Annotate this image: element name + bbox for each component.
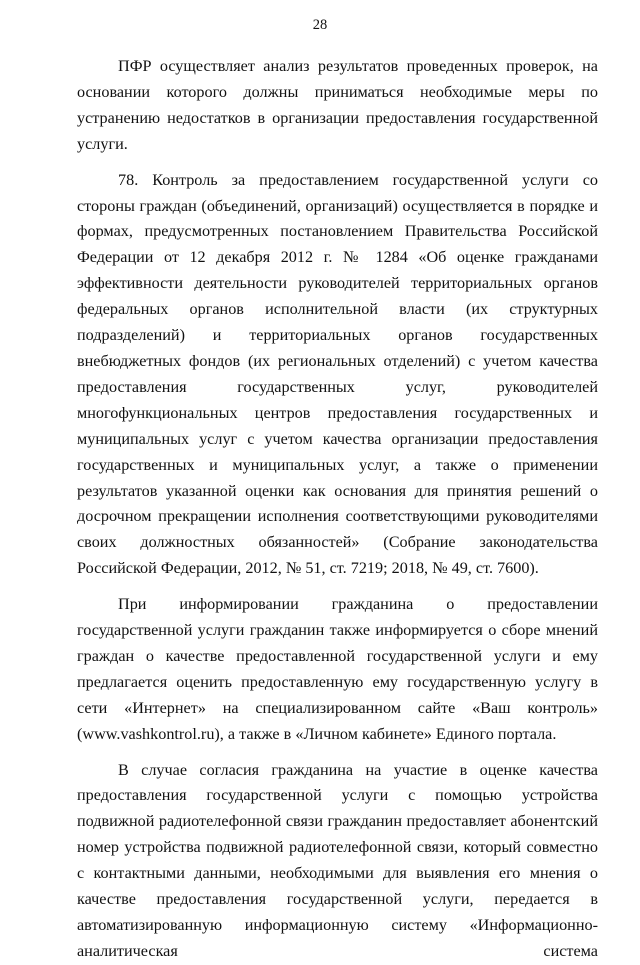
- paragraph-pfr-analysis: ПФР осуществляет анализ результатов проведенных проверок, на основании которого должны приниматься необходимые меры по устранению недостатков в организации предоставления государственной услуги.: [77, 57, 598, 153]
- paragraph-spacer: [77, 748, 598, 758]
- paragraph-spacer: [77, 158, 598, 168]
- paragraph-informing: При информировании гражданина о предоставлении государственной услуги гражданин также информируется о сборе мнений граждан о качестве предоставленной государственной услуги и ему предлагается оценить предоставленную ему государственную услугу в сети «Интернет» на специализированном сайте «Ваш контроль» (www.vashkontrol.ru), а также в «Личном кабинете» Единого портала.: [77, 595, 598, 743]
- paragraph-spacer: [77, 582, 598, 592]
- paragraph-consent: В случае согласия гражданина на участие в оценке качества предоставления государственной услуги с помощью устройства подвижной радиотелефонной связи гражданин предоставляет абонентский номер устройства подвижной радиотелефонной связи, который совместно с контактными данными, необходимыми для выявления его мнения о качестве предоставления государственной услуги, передается в автоматизированную информационную систему «Информационно-аналитическая система: [77, 760, 598, 960]
- document-body: [77, 54, 598, 965]
- page-number: 28: [312, 17, 328, 33]
- paragraph-control-78: 78. Контроль за предоставлением государственной услуги со стороны граждан (объединений, организаций) осуществляется в порядке и формах, предусмотренных постановлением Правительства Российской Федерации от 12 декабря 2012 г. № 1284 «Об оценке гражданами эффективности деятельности руководителей территориальных органов федеральных органов исполнительной власти (их структурных подразделений) и территориальных органов государственных внебюджетных фондов (их региональных отделений) с учетом качества предоставления государственных услуг, руководителей многофункциональных центров предоставления государственных и муниципальных услуг с учетом качества организации предоставления государственных и муниципальных услуг, а также о применении результатов указанной оценки как основания для принятия решений о досрочном прекращении исполнения соответствующими руководителями своих должностных обязанностей» (Собрание законодательства Российской Федерации, 2012, № 51, ст. 7219; 2018, № 49, ст. 7600).: [77, 170, 598, 578]
